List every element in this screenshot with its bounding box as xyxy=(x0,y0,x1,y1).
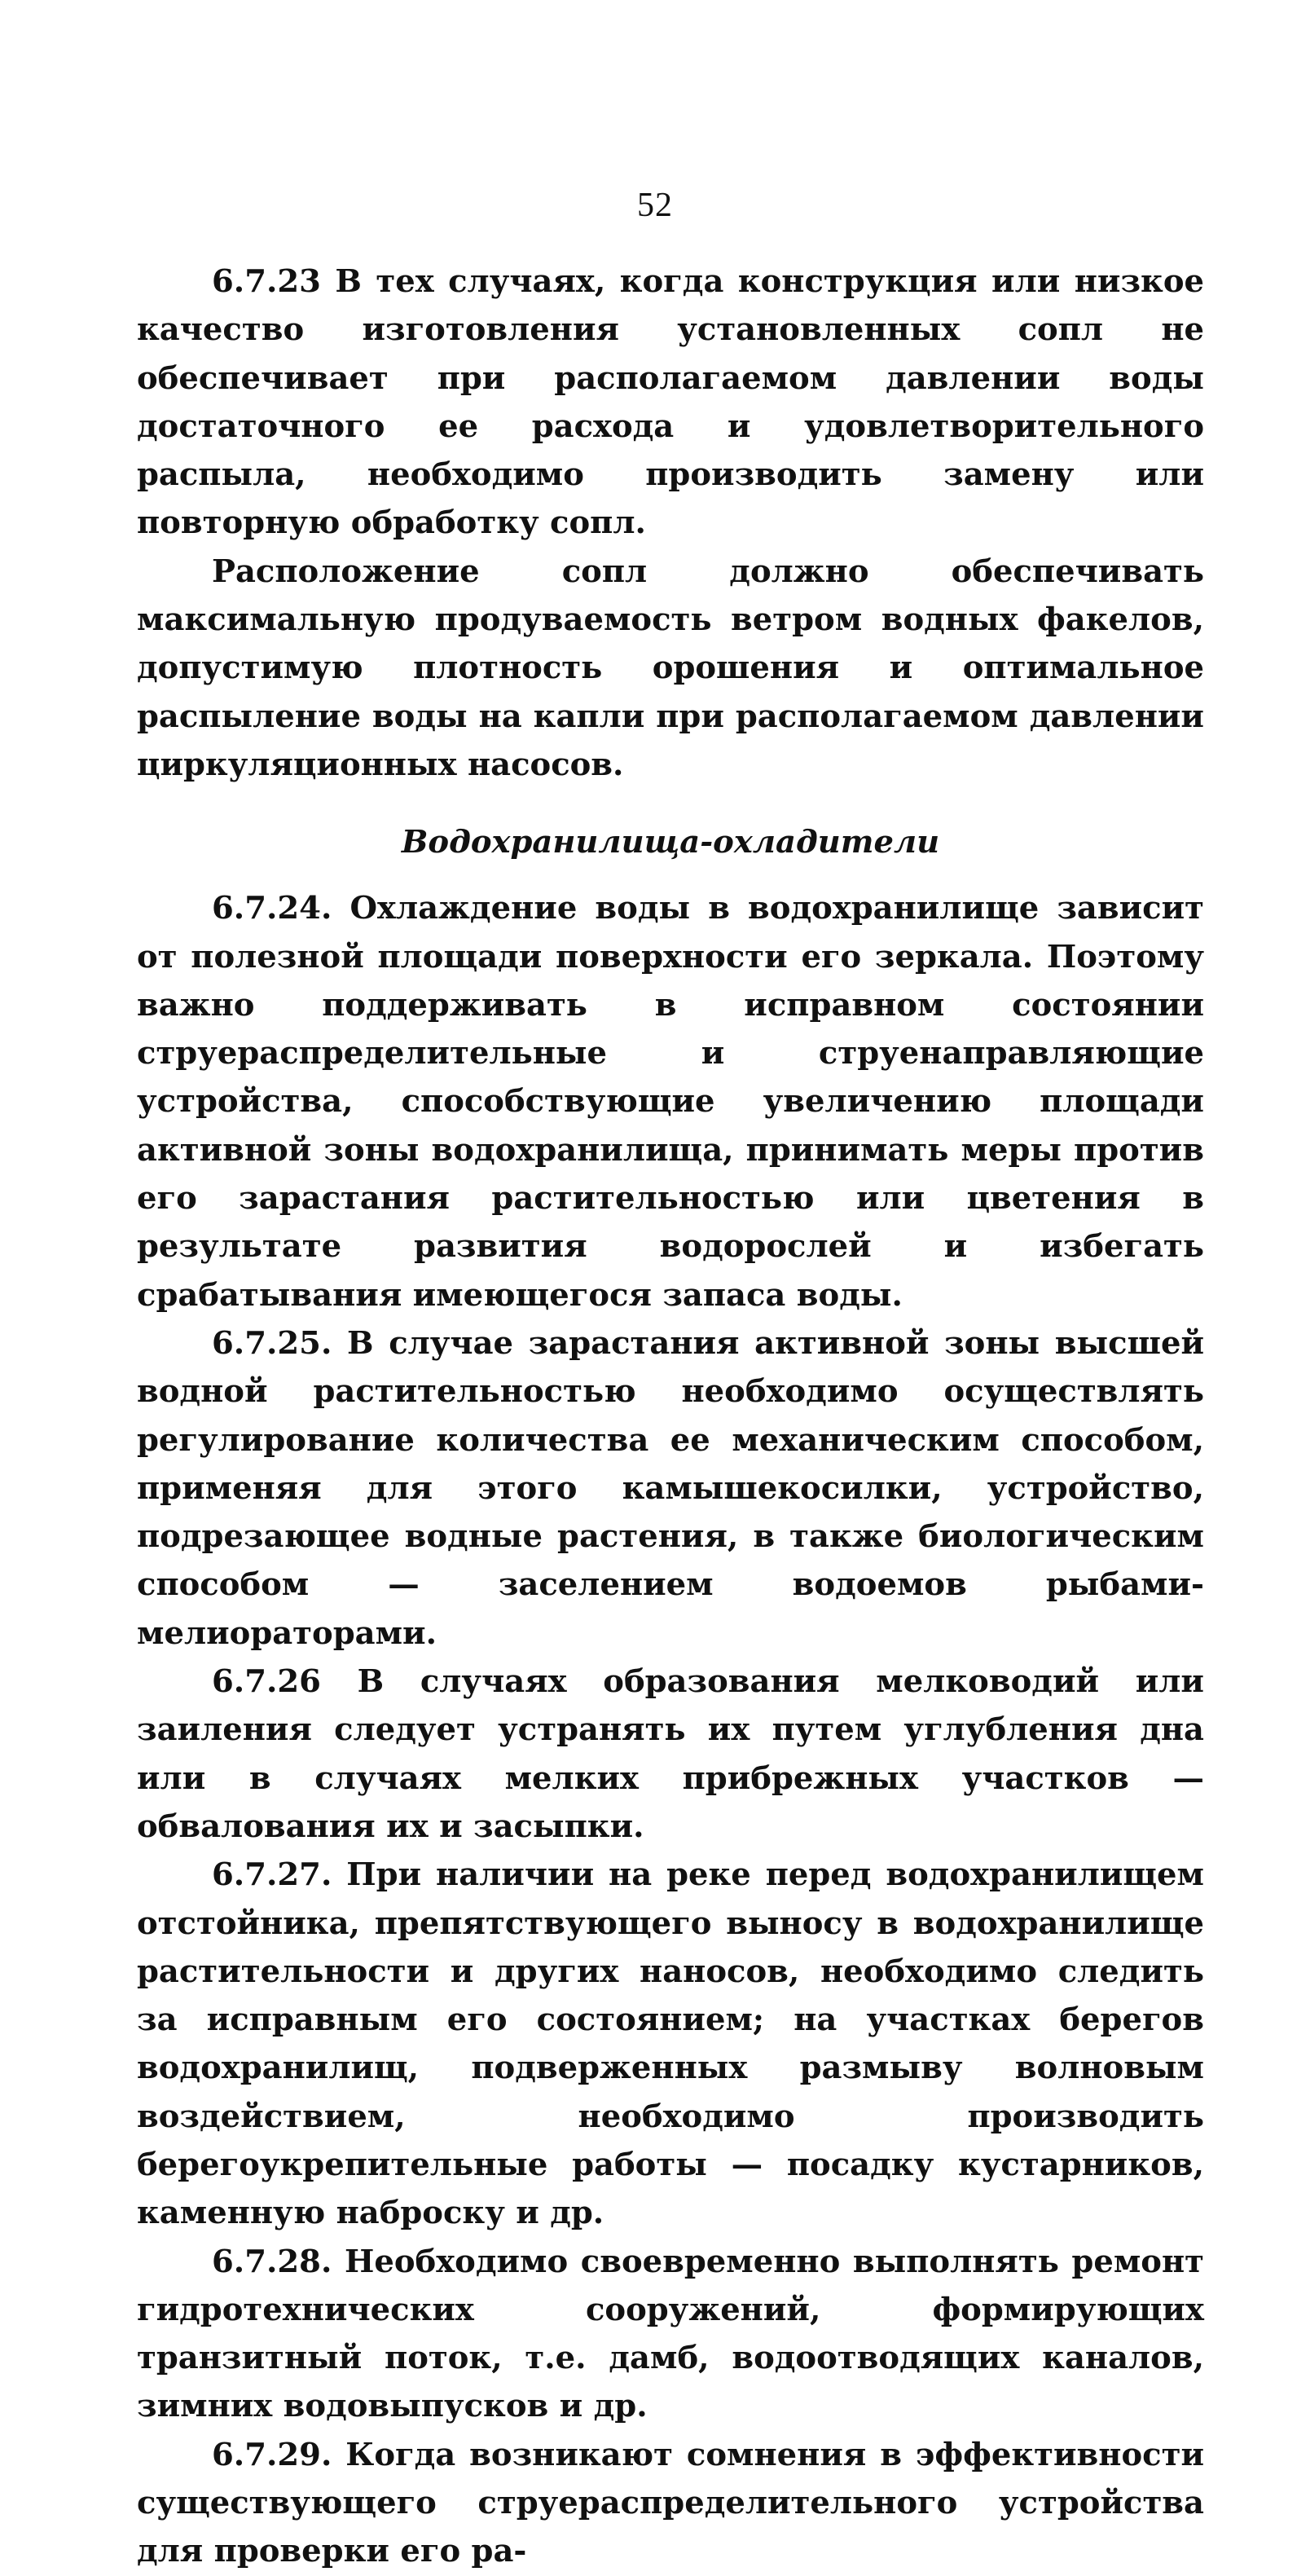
paragraph-6-7-24: 6.7.24. Охлаждение воды в водохранилище зависит от полезной площади поверхности его зеркала. Поэтому важно поддерживать в исправном состоянии струераспределительные и струенаправляющие устройства, способствующие увеличению площади активной зоны водохранилища, принимать меры против его зарастания растительностью или цветения в результате развития водорослей и избегать срабатывания имеющегося запаса воды. xyxy=(137,890,1204,1314)
page-number: 52 xyxy=(637,187,673,224)
body-text xyxy=(137,258,1204,2576)
paragraph-nozzle-placement: Расположение сопл должно обеспечивать максимальную продуваемость ветром водных факелов, допустимую плотность орошения и оптимальное распыление воды на капли при располагаемом давлении циркуляционных насосов. xyxy=(137,553,1204,783)
paragraph-6-7-26: 6.7.26 В случаях образования мелководий или заиления следует устранять их путем углубления дна или в случаях мелких прибрежных участков — обвалования их и засыпки. xyxy=(137,1663,1204,1845)
paragraph-6-7-28: 6.7.28. Необходимо своевременно выполнять ремонт гидротехнических сооружений, формирующих транзитный поток, т.е. дамб, водоотводящих каналов, зимних водовыпусков и др. xyxy=(137,2243,1204,2425)
paragraph-6-7-27: 6.7.27. При наличии на реке перед водохранилищем отстойника, препятствующего выносу в водохранилище растительности и других наносов, необходимо следить за исправным его состоянием; на участках берегов водохранилищ, подверженных размыву волновым воздействием, необходимо производить берегоукрепительные работы — посадку кустарников, каменную наброску и др. xyxy=(137,1856,1204,2232)
paragraph-6-7-25: 6.7.25. В случае зарастания активной зоны высшей водной растительностью необходимо осуществлять регулирование количества ее механическим способом, применяя для этого камышекосилки, устройство, подрезающее водные растения, в также биологическим способом — заселением водоемов рыбами-мелиораторами. xyxy=(137,1324,1204,1652)
paragraph-6-7-29: 6.7.29. Когда возникают сомнения в эффективности существующего струераспределительного устройства для проверки его ра- xyxy=(137,2436,1204,2570)
paragraph-6-7-23: 6.7.23 В тех случаях, когда конструкция или низкое качество изготовления установленных сопл не обеспечивает при располагаемом давлении воды достаточного ее расхода и удовлетворительного распыла, необходимо производить замену или повторную обработку сопл. xyxy=(137,263,1204,542)
section-heading: Водохранилища-охладители xyxy=(401,824,940,861)
